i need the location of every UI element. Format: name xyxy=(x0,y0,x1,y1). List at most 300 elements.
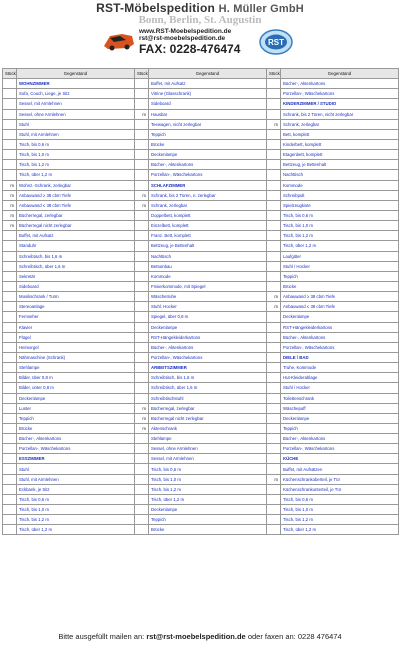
item-cell: Wäschetruhe xyxy=(149,292,267,302)
table-row xyxy=(3,322,399,332)
table-row xyxy=(3,494,399,504)
item-cell: Stuhl, mit Armlehnen xyxy=(17,129,135,139)
quantity-cell[interactable] xyxy=(135,474,149,484)
quantity-cell[interactable]: m xyxy=(135,109,149,119)
item-cell: Porzellan-, Wäschekartons xyxy=(149,170,267,180)
quantity-cell[interactable] xyxy=(135,139,149,149)
item-cell: Sessel, mit Armlehnen xyxy=(149,454,267,464)
table-header-row xyxy=(3,69,399,79)
item-cell: Küchenschrankunterteil, je Tür xyxy=(281,484,399,494)
item-cell: Bett, komplett xyxy=(281,129,399,139)
table-row xyxy=(3,160,399,170)
quantity-cell[interactable]: m xyxy=(267,474,281,484)
section-header: ARBEITSZIMMER xyxy=(149,363,267,373)
quantity-cell[interactable] xyxy=(135,170,149,180)
quantity-cell[interactable] xyxy=(267,89,281,99)
item-cell: Anbauwand ≥ 38 cbm Tiefe xyxy=(281,292,399,302)
quantity-cell[interactable] xyxy=(3,281,17,291)
quantity-cell[interactable] xyxy=(267,393,281,403)
item-cell: Sessel, ohne Armlehnen xyxy=(149,444,267,454)
quantity-cell[interactable] xyxy=(135,464,149,474)
table-row xyxy=(3,434,399,444)
item-cell: Sessel, mit Armlehnen xyxy=(17,99,135,109)
item-cell: Deckenlampe xyxy=(149,505,267,515)
quantity-cell[interactable]: m xyxy=(3,221,17,231)
item-cell: Aktenschrank xyxy=(149,423,267,433)
table-row xyxy=(3,241,399,251)
item-cell: Truhe, Kommode xyxy=(281,363,399,373)
footer-text-before: Bitte ausgefüllt mailen an: xyxy=(58,632,147,641)
quantity-cell[interactable] xyxy=(135,221,149,231)
item-cell: Stuhl, Hocker xyxy=(149,302,267,312)
item-cell: Bücher-, Aktenkartons xyxy=(149,342,267,352)
letterhead xyxy=(0,0,400,64)
table-row xyxy=(3,180,399,190)
item-cell: Sideboard xyxy=(17,281,135,291)
item-cell: Tisch, bis 1,2 m xyxy=(149,484,267,494)
item-cell: Stuhl / Hocker xyxy=(281,383,399,393)
column-header: Gegenstand xyxy=(17,69,135,79)
quantity-cell[interactable] xyxy=(3,413,17,423)
item-cell: Sideboard xyxy=(149,99,267,109)
quantity-cell[interactable]: m xyxy=(267,302,281,312)
table-row xyxy=(3,474,399,484)
table-row xyxy=(3,505,399,515)
quantity-cell[interactable] xyxy=(135,515,149,525)
quantity-cell[interactable] xyxy=(3,79,17,89)
footer-fax: 0228 476474 xyxy=(297,632,342,641)
item-cell: Tisch, bis 1,2 m xyxy=(17,160,135,170)
quantity-cell[interactable] xyxy=(267,79,281,89)
quantity-cell[interactable] xyxy=(3,403,17,413)
quantity-cell[interactable] xyxy=(267,241,281,251)
table-row xyxy=(3,363,399,373)
column-header: Gegenstand xyxy=(149,69,267,79)
quantity-cell[interactable] xyxy=(3,139,17,149)
quantity-cell[interactable] xyxy=(267,180,281,190)
table-row xyxy=(3,150,399,160)
item-cell: Schrank, zerlegbar xyxy=(149,200,267,210)
column-header: Stück xyxy=(3,69,17,79)
quantity-cell[interactable] xyxy=(135,383,149,393)
quantity-cell[interactable] xyxy=(3,150,17,160)
truck-icon xyxy=(102,30,136,52)
quantity-cell[interactable]: m xyxy=(135,403,149,413)
quantity-cell[interactable] xyxy=(267,200,281,210)
quantity-cell[interactable] xyxy=(267,221,281,231)
item-cell: Kinderbett, komplett xyxy=(281,139,399,149)
quantity-cell[interactable] xyxy=(3,474,17,484)
quantity-cell[interactable]: m xyxy=(3,180,17,190)
quantity-cell[interactable] xyxy=(3,484,17,494)
item-cell: Porzellan-, Wäschekartons xyxy=(281,89,399,99)
quantity-cell[interactable] xyxy=(267,190,281,200)
quantity-cell[interactable] xyxy=(3,99,17,109)
quantity-cell[interactable] xyxy=(3,322,17,332)
quantity-cell[interactable] xyxy=(135,373,149,383)
company-name: RST-Möbelspedition xyxy=(96,1,216,15)
table-row xyxy=(3,515,399,525)
quantity-cell[interactable] xyxy=(3,423,17,433)
item-cell: Nachttisch xyxy=(281,170,399,180)
item-cell: Brücke xyxy=(17,423,135,433)
quantity-cell[interactable] xyxy=(267,281,281,291)
table-row xyxy=(3,89,399,99)
quantity-cell[interactable] xyxy=(135,160,149,170)
table-row xyxy=(3,99,399,109)
item-cell: Franz. Bett, komplett xyxy=(149,231,267,241)
table-row xyxy=(3,464,399,474)
item-cell: Einzelbett, komplett xyxy=(149,221,267,231)
quantity-cell[interactable] xyxy=(135,332,149,342)
item-cell: Eckbank, je Sitz xyxy=(17,484,135,494)
quantity-cell[interactable] xyxy=(135,150,149,160)
quantity-cell[interactable] xyxy=(135,444,149,454)
quantity-cell[interactable] xyxy=(135,281,149,291)
item-cell: Spiegel, über 0,8 m xyxy=(149,312,267,322)
item-cell: Fernseher xyxy=(17,312,135,322)
quantity-cell[interactable] xyxy=(267,271,281,281)
quantity-cell[interactable] xyxy=(135,129,149,139)
quantity-cell[interactable] xyxy=(135,79,149,89)
item-cell: Bücher-, Aktenkartons xyxy=(281,332,399,342)
item-cell: Stuhl / Hocker xyxy=(281,261,399,271)
quantity-cell[interactable] xyxy=(267,505,281,515)
item-cell: Klavier xyxy=(17,322,135,332)
table-row xyxy=(3,231,399,241)
quantity-cell[interactable] xyxy=(267,383,281,393)
item-cell: Bücher-, Aktenkartons xyxy=(281,79,399,89)
item-cell: Tisch, bis 1,2 m xyxy=(281,231,399,241)
quantity-cell[interactable] xyxy=(135,271,149,281)
quantity-cell[interactable] xyxy=(3,393,17,403)
item-cell: Doppelbett, komplett xyxy=(149,210,267,220)
quantity-cell[interactable]: m xyxy=(135,200,149,210)
item-cell: Schrank, bis 2 Türen, nicht zerlegbar xyxy=(281,109,399,119)
table-row xyxy=(3,200,399,210)
quantity-cell[interactable] xyxy=(267,423,281,433)
item-cell: Bücher-, Aktenkartons xyxy=(281,434,399,444)
item-cell: Wohnz.-Schrank, zerlegbar xyxy=(17,180,135,190)
table-row xyxy=(3,251,399,261)
quantity-cell[interactable] xyxy=(3,241,17,251)
table-row xyxy=(3,261,399,271)
quantity-cell[interactable] xyxy=(267,444,281,454)
column-header: Stück xyxy=(135,69,149,79)
quantity-cell[interactable] xyxy=(3,434,17,444)
table-row xyxy=(3,302,399,312)
item-cell: Tisch, über 1,2 m xyxy=(17,525,135,535)
item-cell: Deckenlampe xyxy=(281,413,399,423)
quantity-cell[interactable] xyxy=(267,403,281,413)
item-cell: Stehlampe xyxy=(149,434,267,444)
table-row xyxy=(3,292,399,302)
table-row xyxy=(3,129,399,139)
item-cell: Heimorgel xyxy=(17,342,135,352)
quantity-cell[interactable]: m xyxy=(135,413,149,423)
company-cities: Bonn, Berlin, St. Augustin xyxy=(138,14,262,26)
quantity-cell[interactable] xyxy=(267,261,281,271)
item-cell: Luster xyxy=(17,403,135,413)
quantity-cell[interactable] xyxy=(267,322,281,332)
quantity-cell[interactable]: m xyxy=(3,210,17,220)
item-cell: Tisch, über 1,2 m xyxy=(17,170,135,180)
column-header: Gegenstand xyxy=(281,69,399,79)
item-cell: Stuhl xyxy=(17,464,135,474)
section-header: KÜCHE xyxy=(281,454,399,464)
quantity-cell[interactable]: m xyxy=(135,190,149,200)
item-cell: Stereoanlage xyxy=(17,302,135,312)
quantity-cell[interactable] xyxy=(135,210,149,220)
item-cell: Laufgitter xyxy=(281,251,399,261)
fax-text: FAX: 0228-476474 xyxy=(139,42,241,56)
quantity-cell[interactable] xyxy=(267,525,281,535)
quantity-cell[interactable] xyxy=(3,464,17,474)
item-cell: Tisch, bis 0,6 m xyxy=(17,494,135,504)
item-cell: Anbauwand ≤ 38 cbm Tiefe xyxy=(17,200,135,210)
table-row xyxy=(3,170,399,180)
item-cell: Vitrine (Glasschrank) xyxy=(149,89,267,99)
table-row xyxy=(3,444,399,454)
quantity-cell[interactable]: m xyxy=(135,423,149,433)
item-cell: Tisch, bis 0,6 m xyxy=(17,139,135,149)
item-cell: Hut-Kleiderablage xyxy=(281,373,399,383)
table-body xyxy=(3,79,399,535)
item-cell: Nähmaschine (Schrank) xyxy=(17,352,135,362)
item-cell: Kommode xyxy=(281,180,399,190)
quantity-cell[interactable] xyxy=(3,373,17,383)
item-cell: Tisch, bis 1,0 m xyxy=(281,505,399,515)
item-cell: Buffet, mit Aufsatz xyxy=(149,79,267,89)
item-cell: Toilettenschrank xyxy=(281,393,399,403)
quantity-cell[interactable] xyxy=(3,119,17,129)
item-cell: Schreibtischstuhl xyxy=(149,393,267,403)
quantity-cell[interactable] xyxy=(135,89,149,99)
item-cell: Schreibtisch, über 1,6 m xyxy=(149,383,267,393)
item-cell: Bettumbau xyxy=(149,261,267,271)
quantity-cell[interactable] xyxy=(3,525,17,535)
quantity-cell[interactable] xyxy=(3,292,17,302)
quantity-cell[interactable] xyxy=(3,231,17,241)
quantity-cell[interactable] xyxy=(3,383,17,393)
email-text: rst@rst-moebelspedition.de xyxy=(139,35,226,42)
item-cell: Stehlampe xyxy=(17,363,135,373)
quantity-cell[interactable] xyxy=(3,444,17,454)
table-row xyxy=(3,210,399,220)
quantity-cell[interactable] xyxy=(267,352,281,362)
table-row xyxy=(3,281,399,291)
quantity-cell[interactable] xyxy=(267,332,281,342)
quantity-cell[interactable] xyxy=(135,434,149,444)
quantity-cell[interactable] xyxy=(3,109,17,119)
quantity-cell[interactable] xyxy=(267,494,281,504)
quantity-cell[interactable] xyxy=(267,139,281,149)
quantity-cell[interactable] xyxy=(135,494,149,504)
item-cell: Tisch, bis 0,6 m xyxy=(281,494,399,504)
quantity-cell[interactable] xyxy=(135,312,149,322)
quantity-cell[interactable] xyxy=(267,160,281,170)
item-cell: Porzellan-, Wäschekartons xyxy=(281,342,399,352)
quantity-cell[interactable] xyxy=(267,363,281,373)
table-row xyxy=(3,312,399,322)
quantity-cell[interactable] xyxy=(3,454,17,464)
table-row xyxy=(3,109,399,119)
quantity-cell[interactable] xyxy=(135,393,149,403)
company-owner: H. Müller GmbH xyxy=(218,3,304,15)
quantity-cell[interactable] xyxy=(135,251,149,261)
quantity-cell[interactable] xyxy=(267,373,281,383)
quantity-cell[interactable] xyxy=(135,352,149,362)
item-cell: Bücherregal, zerlegbar xyxy=(149,403,267,413)
quantity-cell[interactable] xyxy=(3,129,17,139)
section-header: SCHLAFZIMMER xyxy=(149,180,267,190)
quantity-cell[interactable] xyxy=(135,505,149,515)
quantity-cell[interactable] xyxy=(3,342,17,352)
table-row xyxy=(3,484,399,494)
quantity-cell[interactable] xyxy=(3,505,17,515)
footer-email[interactable]: rst@rst-moebelspedition.de xyxy=(146,632,246,641)
quantity-cell[interactable] xyxy=(135,342,149,352)
item-cell: Schrank, zerlegbar xyxy=(281,119,399,129)
item-cell: Buffet, mit Aufsatz xyxy=(17,231,135,241)
item-cell: Tisch, bis 1,0 m xyxy=(17,505,135,515)
quantity-cell[interactable]: m xyxy=(267,119,281,129)
quantity-cell[interactable] xyxy=(267,170,281,180)
item-cell: Nachttisch xyxy=(149,251,267,261)
item-cell: Bücher-, Aktenkartons xyxy=(149,160,267,170)
item-cell: Sekretär xyxy=(17,271,135,281)
item-cell: Teppich xyxy=(17,413,135,423)
quantity-cell[interactable] xyxy=(267,464,281,474)
item-cell: Teppich xyxy=(281,423,399,433)
quantity-cell[interactable] xyxy=(267,484,281,494)
table-row xyxy=(3,221,399,231)
quantity-cell[interactable] xyxy=(267,413,281,423)
item-cell: RST-Hängekleiderkartons xyxy=(281,322,399,332)
quantity-cell[interactable]: m xyxy=(3,190,17,200)
item-cell: Anbauwand ≤ 38 cbm Tiefe xyxy=(281,302,399,312)
quantity-cell[interactable] xyxy=(267,210,281,220)
item-cell: Tisch, bis 1,2 m xyxy=(17,515,135,525)
item-cell: Porzellan-, Wäschekartons xyxy=(17,444,135,454)
item-cell: Schreibtisch, über 1,6 m xyxy=(17,261,135,271)
quantity-cell[interactable] xyxy=(267,251,281,261)
footer-text-middle: oder faxen an: xyxy=(245,632,298,641)
quantity-cell[interactable] xyxy=(135,292,149,302)
quantity-cell[interactable] xyxy=(135,241,149,251)
quantity-cell[interactable] xyxy=(267,231,281,241)
quantity-cell[interactable] xyxy=(135,99,149,109)
quantity-cell[interactable] xyxy=(135,363,149,373)
item-cell: Flügel xyxy=(17,332,135,342)
item-cell: Tisch, bis 1,0 m xyxy=(149,474,267,484)
item-cell: RST-Hängekleiderkartons xyxy=(149,332,267,342)
item-cell: Küchenschrankoberteil, je Tür xyxy=(281,474,399,484)
quantity-cell[interactable] xyxy=(267,109,281,119)
quantity-cell[interactable]: m xyxy=(267,292,281,302)
quantity-cell[interactable] xyxy=(135,525,149,535)
item-cell: Stuhl, mit Armlehnen xyxy=(17,474,135,484)
column-header: Stück xyxy=(267,69,281,79)
quantity-cell[interactable] xyxy=(135,261,149,271)
quantity-cell[interactable] xyxy=(267,515,281,525)
quantity-cell[interactable] xyxy=(267,312,281,322)
item-cell: Tisch, bis 1,2 m xyxy=(281,515,399,525)
quantity-cell[interactable] xyxy=(135,322,149,332)
quantity-cell[interactable] xyxy=(267,99,281,109)
item-cell: Stuhl xyxy=(17,119,135,129)
inventory-table xyxy=(2,68,399,535)
quantity-cell[interactable] xyxy=(267,434,281,444)
quantity-cell[interactable] xyxy=(3,261,17,271)
quantity-cell[interactable] xyxy=(3,251,17,261)
quantity-cell[interactable] xyxy=(3,494,17,504)
table-row xyxy=(3,342,399,352)
item-cell: Bücherregal nicht zerlegbar xyxy=(17,221,135,231)
section-header: WOHNZIMMER xyxy=(17,79,135,89)
item-cell: Deckenlampe xyxy=(17,393,135,403)
quantity-cell[interactable] xyxy=(3,515,17,525)
item-cell: Tisch, bis 1,0 m xyxy=(17,150,135,160)
item-cell: Tisch, bis 0,6 m xyxy=(281,210,399,220)
quantity-cell[interactable] xyxy=(135,119,149,129)
item-cell: Kommode xyxy=(149,271,267,281)
quantity-cell[interactable] xyxy=(3,170,17,180)
quantity-cell[interactable] xyxy=(135,454,149,464)
logo-text: RST xyxy=(268,38,284,47)
quantity-cell[interactable] xyxy=(267,150,281,160)
quantity-cell[interactable] xyxy=(135,180,149,190)
table-row xyxy=(3,403,399,413)
quantity-cell[interactable] xyxy=(135,302,149,312)
table-row xyxy=(3,383,399,393)
table-row xyxy=(3,423,399,433)
quantity-cell[interactable] xyxy=(267,129,281,139)
table-row xyxy=(3,393,399,403)
item-cell: Schreibtisch, bis 1,6 m xyxy=(149,373,267,383)
quantity-cell[interactable] xyxy=(267,342,281,352)
quantity-cell[interactable] xyxy=(3,352,17,362)
section-header: ESSZIMMER xyxy=(17,454,135,464)
quantity-cell[interactable] xyxy=(3,271,17,281)
item-cell: Teppich xyxy=(149,129,267,139)
quantity-cell[interactable] xyxy=(3,302,17,312)
item-cell: Bücherregal nicht zerlegbar xyxy=(149,413,267,423)
item-cell: Bücherregal, zerlegbar xyxy=(17,210,135,220)
quantity-cell[interactable] xyxy=(3,89,17,99)
item-cell: Teppich xyxy=(281,271,399,281)
section-header: KINDERZIMMER / STUDIO xyxy=(281,99,399,109)
quantity-cell[interactable] xyxy=(3,332,17,342)
item-cell: Etagenbett, komplett xyxy=(281,150,399,160)
quantity-cell[interactable] xyxy=(135,484,149,494)
item-cell: Bücher-, Aktenkartons xyxy=(17,434,135,444)
quantity-cell[interactable] xyxy=(3,312,17,322)
quantity-cell[interactable] xyxy=(3,363,17,373)
table-row xyxy=(3,79,399,89)
item-cell: Anbauwand ≥ 38 cbm Tiefe xyxy=(17,190,135,200)
quantity-cell[interactable]: m xyxy=(3,200,17,210)
quantity-cell[interactable] xyxy=(135,231,149,241)
item-cell: Brücke xyxy=(281,281,399,291)
item-cell: Deckenlampe xyxy=(149,322,267,332)
table-row xyxy=(3,454,399,464)
quantity-cell[interactable] xyxy=(3,160,17,170)
item-cell: Buffet, mit Aufsätzen xyxy=(281,464,399,474)
item-cell: Bettzeug, je Bettenhalt xyxy=(281,160,399,170)
quantity-cell[interactable] xyxy=(267,454,281,464)
rst-logo-icon xyxy=(258,28,294,56)
